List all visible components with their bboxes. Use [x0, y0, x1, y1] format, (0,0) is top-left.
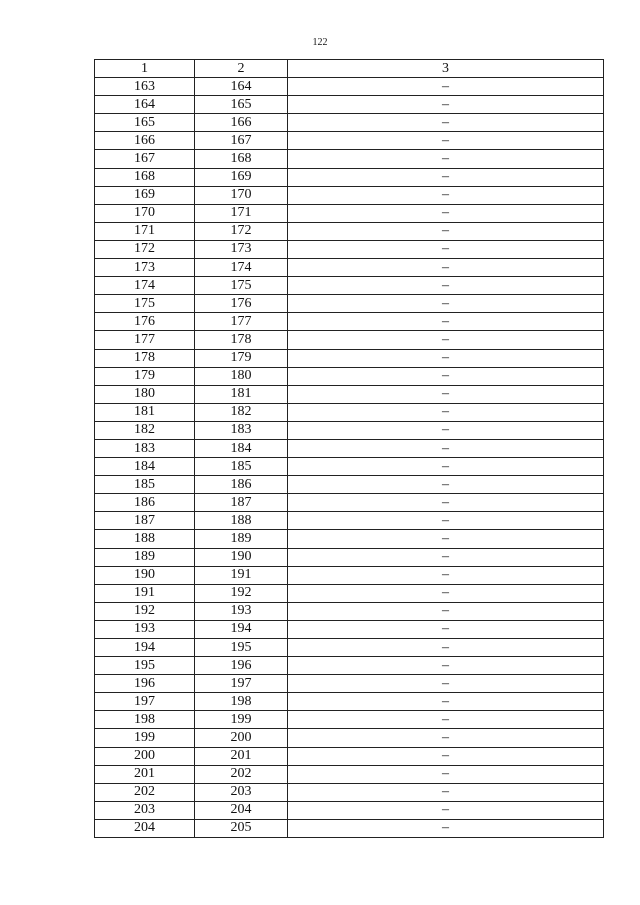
table-cell-col-2: 183 [195, 421, 288, 439]
table-cell-col-2: 197 [195, 675, 288, 693]
table-cell-col-2: 185 [195, 458, 288, 476]
table-cell-col-3: – [288, 349, 604, 367]
table-cell-col-3: – [288, 494, 604, 512]
table-cell-col-1: 182 [95, 421, 195, 439]
table-row [95, 204, 604, 222]
table-cell-col-1: 197 [95, 693, 195, 711]
table-cell-col-1: 198 [95, 711, 195, 729]
table-row [95, 439, 604, 457]
table-row [95, 675, 604, 693]
column-header-3: 3 [288, 60, 604, 78]
table-cell-col-1: 167 [95, 150, 195, 168]
table-row [95, 819, 604, 837]
table-row [95, 295, 604, 313]
table-cell-col-3: – [288, 584, 604, 602]
table-cell-col-2: 167 [195, 132, 288, 150]
table-cell-col-3: – [288, 295, 604, 313]
table-cell-col-1: 196 [95, 675, 195, 693]
table-row [95, 783, 604, 801]
table-cell-col-1: 171 [95, 222, 195, 240]
table-row [95, 765, 604, 783]
table-row [95, 222, 604, 240]
table-cell-col-2: 182 [195, 403, 288, 421]
table-cell-col-1: 189 [95, 548, 195, 566]
table-cell-col-1: 166 [95, 132, 195, 150]
table-cell-col-1: 202 [95, 783, 195, 801]
table-cell-col-3: – [288, 150, 604, 168]
table-cell-col-3: – [288, 439, 604, 457]
table-cell-col-3: – [288, 331, 604, 349]
table-cell-col-2: 174 [195, 259, 288, 277]
table-row [95, 349, 604, 367]
table-cell-col-1: 163 [95, 78, 195, 96]
table-row [95, 512, 604, 530]
table-cell-col-1: 199 [95, 729, 195, 747]
table-cell-col-2: 171 [195, 204, 288, 222]
table-cell-col-3: – [288, 367, 604, 385]
table-cell-col-1: 186 [95, 494, 195, 512]
table-row [95, 240, 604, 258]
table-cell-col-2: 188 [195, 512, 288, 530]
table-cell-col-3: – [288, 566, 604, 584]
table-cell-col-3: – [288, 657, 604, 675]
table-cell-col-1: 204 [95, 819, 195, 837]
data-table [94, 59, 604, 838]
table-cell-col-1: 175 [95, 295, 195, 313]
table-row [95, 657, 604, 675]
table-row [95, 548, 604, 566]
table-row [95, 331, 604, 349]
table-cell-col-2: 178 [195, 331, 288, 349]
table-cell-col-2: 184 [195, 439, 288, 457]
table-cell-col-1: 170 [95, 204, 195, 222]
table-cell-col-1: 177 [95, 331, 195, 349]
table-row [95, 186, 604, 204]
table-cell-col-2: 170 [195, 186, 288, 204]
table-cell-col-2: 196 [195, 657, 288, 675]
column-header-1: 1 [95, 60, 195, 78]
table-cell-col-1: 185 [95, 476, 195, 494]
table-cell-col-2: 204 [195, 801, 288, 819]
table-cell-col-1: 169 [95, 186, 195, 204]
table-cell-col-2: 177 [195, 313, 288, 331]
page-number: 122 [312, 37, 328, 48]
table-cell-col-3: – [288, 548, 604, 566]
table-cell-col-3: – [288, 693, 604, 711]
table-cell-col-1: 173 [95, 259, 195, 277]
table-row [95, 729, 604, 747]
table-cell-col-2: 190 [195, 548, 288, 566]
table-row [95, 476, 604, 494]
table-row [95, 458, 604, 476]
table-cell-col-3: – [288, 620, 604, 638]
table-cell-col-1: 200 [95, 747, 195, 765]
table-cell-col-1: 191 [95, 584, 195, 602]
table-cell-col-3: – [288, 114, 604, 132]
table-cell-col-1: 168 [95, 168, 195, 186]
table-cell-col-3: – [288, 204, 604, 222]
table-row [95, 639, 604, 657]
table-cell-col-3: – [288, 639, 604, 657]
table-cell-col-1: 187 [95, 512, 195, 530]
table-row [95, 602, 604, 620]
table-row [95, 620, 604, 638]
table-cell-col-1: 174 [95, 277, 195, 295]
table-cell-col-3: – [288, 783, 604, 801]
table-cell-col-3: – [288, 240, 604, 258]
table-row [95, 747, 604, 765]
table-row [95, 168, 604, 186]
table-row [95, 367, 604, 385]
table-body [95, 78, 604, 838]
table-cell-col-3: – [288, 277, 604, 295]
table-cell-col-1: 190 [95, 566, 195, 584]
table-cell-col-2: 187 [195, 494, 288, 512]
table-row [95, 801, 604, 819]
table-cell-col-2: 172 [195, 222, 288, 240]
table-cell-col-2: 203 [195, 783, 288, 801]
table-cell-col-3: – [288, 403, 604, 421]
table-row [95, 96, 604, 114]
table-cell-col-1: 203 [95, 801, 195, 819]
header-row [95, 60, 604, 78]
table-cell-col-3: – [288, 458, 604, 476]
table-cell-col-3: – [288, 765, 604, 783]
table-cell-col-3: – [288, 819, 604, 837]
table-row [95, 150, 604, 168]
column-header-2: 2 [195, 60, 288, 78]
table-cell-col-1: 188 [95, 530, 195, 548]
table-cell-col-2: 192 [195, 584, 288, 602]
table-row [95, 530, 604, 548]
table-cell-col-2: 179 [195, 349, 288, 367]
table-cell-col-1: 172 [95, 240, 195, 258]
table-cell-col-2: 193 [195, 602, 288, 620]
table-row [95, 494, 604, 512]
table-row [95, 421, 604, 439]
table-cell-col-3: – [288, 385, 604, 403]
table-cell-col-1: 180 [95, 385, 195, 403]
table-cell-col-3: – [288, 675, 604, 693]
table-cell-col-2: 189 [195, 530, 288, 548]
table-cell-col-3: – [288, 168, 604, 186]
table-cell-col-3: – [288, 801, 604, 819]
table-cell-col-3: – [288, 711, 604, 729]
table-header [95, 60, 604, 78]
table-cell-col-3: – [288, 729, 604, 747]
table-cell-col-1: 195 [95, 657, 195, 675]
table-cell-col-3: – [288, 78, 604, 96]
table-cell-col-2: 205 [195, 819, 288, 837]
table-cell-col-1: 164 [95, 96, 195, 114]
table-row [95, 78, 604, 96]
table-row [95, 313, 604, 331]
table-cell-col-3: – [288, 476, 604, 494]
table-cell-col-3: – [288, 313, 604, 331]
table-cell-col-1: 179 [95, 367, 195, 385]
table-cell-col-2: 175 [195, 277, 288, 295]
table-cell-col-1: 194 [95, 639, 195, 657]
table-cell-col-1: 165 [95, 114, 195, 132]
table-cell-col-2: 176 [195, 295, 288, 313]
table-cell-col-2: 168 [195, 150, 288, 168]
table-row [95, 693, 604, 711]
table-cell-col-3: – [288, 96, 604, 114]
table-cell-col-2: 164 [195, 78, 288, 96]
table-cell-col-2: 181 [195, 385, 288, 403]
table-cell-col-1: 201 [95, 765, 195, 783]
table-cell-col-1: 181 [95, 403, 195, 421]
table-cell-col-1: 193 [95, 620, 195, 638]
table-row [95, 132, 604, 150]
table-cell-col-1: 192 [95, 602, 195, 620]
table-cell-col-3: – [288, 132, 604, 150]
table-row [95, 711, 604, 729]
table-cell-col-2: 201 [195, 747, 288, 765]
table-row [95, 584, 604, 602]
table-row [95, 259, 604, 277]
table-cell-col-3: – [288, 530, 604, 548]
table-cell-col-1: 184 [95, 458, 195, 476]
table-row [95, 114, 604, 132]
table-cell-col-1: 176 [95, 313, 195, 331]
table-cell-col-3: – [288, 421, 604, 439]
table-cell-col-3: – [288, 259, 604, 277]
table-cell-col-3: – [288, 747, 604, 765]
table-cell-col-2: 180 [195, 367, 288, 385]
table-cell-col-2: 199 [195, 711, 288, 729]
table-cell-col-2: 195 [195, 639, 288, 657]
table-cell-col-2: 194 [195, 620, 288, 638]
table-row [95, 277, 604, 295]
table-cell-col-2: 198 [195, 693, 288, 711]
table-row [95, 403, 604, 421]
table-cell-col-3: – [288, 186, 604, 204]
table-cell-col-1: 183 [95, 439, 195, 457]
table-row [95, 385, 604, 403]
table-cell-col-2: 169 [195, 168, 288, 186]
table-cell-col-3: – [288, 602, 604, 620]
table-cell-col-1: 178 [95, 349, 195, 367]
table-row [95, 566, 604, 584]
table-cell-col-2: 202 [195, 765, 288, 783]
table-cell-col-2: 165 [195, 96, 288, 114]
table-cell-col-2: 173 [195, 240, 288, 258]
table-cell-col-2: 186 [195, 476, 288, 494]
table-cell-col-3: – [288, 222, 604, 240]
table-cell-col-2: 166 [195, 114, 288, 132]
table-cell-col-3: – [288, 512, 604, 530]
table-cell-col-2: 191 [195, 566, 288, 584]
table-cell-col-2: 200 [195, 729, 288, 747]
